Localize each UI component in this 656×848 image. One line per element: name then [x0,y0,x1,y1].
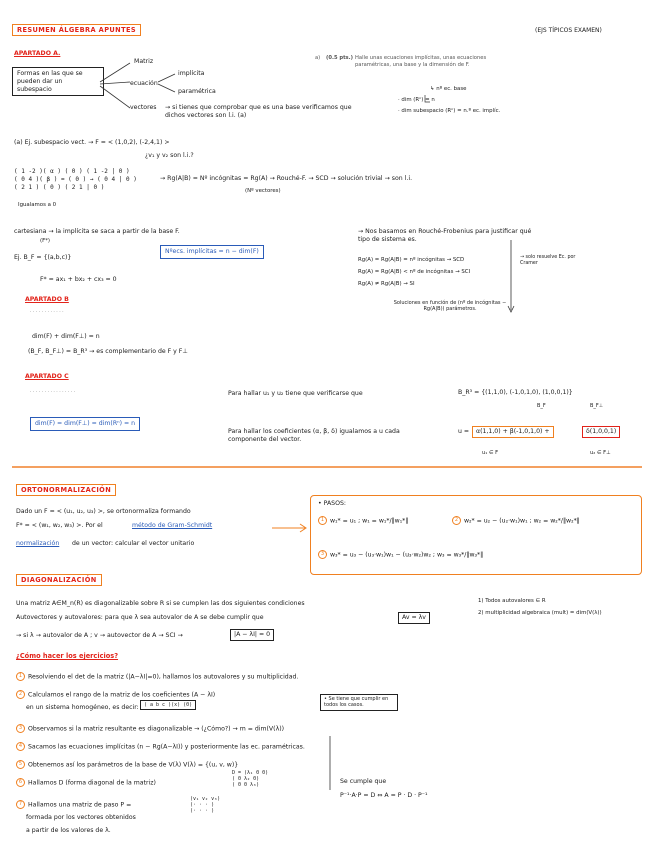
rouche-foot: Soluciones en función de (nº de incógnitas − Rg(A|B)) parámetros. [393,300,507,313]
orto-heading: ORTONORMALIZACIÓN [16,484,116,496]
basis-example: Ej. B_F = {(a,b,c)} [14,254,72,261]
orto-text1: Dado un F = < (u₁, u₂, u₃) >, se ortonormaliza formando [16,508,191,515]
diag-step-6: 6 Hallamos D (forma diagonal de la matriz) [16,778,156,787]
check-note: • Se tiene que cumplir en todos los casos. [320,694,398,711]
diag-step-3: 3 Observamos si la matriz resultante es diagonalizable → (¿Cómo?) → m = dim(V(λ)) [16,724,284,733]
diag-text2: Autovectores y autovalores: para que λ sea autovalor de A se debe cumplir que [16,614,264,621]
example-li-question: ¿v₁ y v₂ son l.i.? [145,152,194,159]
gram-schmidt-steps-box [310,495,642,575]
rouche-scd: Rg(A) = Rg(A|B) = nº incógnitas → SCD [358,257,465,263]
diag-step-4: 4 Sacamos las ecuaciones implícitas (n − Rg(A−λI)) y posteriormente las ec. paramétricas. [16,742,305,751]
basis-sub-f: B_F [537,403,546,409]
forms-box: Formas en las que se pueden dar un subespacio [12,67,104,96]
implicit-count-box: Nºecs. implícitas = n − dim(F) [160,245,264,259]
header-tag: (EJS TÍPICOS EXAMEN) [535,27,602,34]
question-num: a) [315,55,321,61]
decomp-sub-u1: u₁ ∈ F [482,450,499,456]
matrix-system: ( 1 -2 )( α ) ( 0 ) ( 1 -2 | 0 ) ( 0 4 )( β ) = ( 0 ) → ( 0 4 | 0 ) ( 2 1 ) ( 0 ) ( 2 1 | 0 ) [14,168,137,191]
eq-implicita: implícita [178,70,205,77]
diag-text1: Una matriz A∈M_n(R) es diagonalizable sobre R si se cumplen las dos siguientes condiciones [16,600,305,607]
matrix-rank-line: → Rg(A|B) = Nº incógnitas = Rg(A) → Rouché-F. → SCD → solución trivial → son l.i. [160,175,413,182]
rouche-sci: Rg(A) = Rg(A|B) < nº de incógnitas → SCI [358,269,471,275]
gs-step-2: 2 w₂* = u₂ − (u₂·w₁)w₁ ; w₂ = w₂*/‖w₂*‖ [452,516,580,525]
howto-heading: ¿Cómo hacer los ejercicios? [16,652,119,660]
diag-cond-1: 1) Todos autovalores ∈ R [478,598,546,604]
vectores-note: → si tienes que comprobar que es una base verificamos que dichos vectores son l.i. (a) [165,104,352,119]
branch-ecuacion: ecuación [130,80,158,87]
decomp-sub-u2: u₂ ∈ F⊥ [590,450,611,456]
section-c-text2: Para hallar los coeficientes (α, β, δ) igualamos a u cada componente del vector. [228,428,400,443]
diag-step-2b: en un sistema homogéneo, es decir: [26,704,139,711]
final-note: Se cumple que [340,778,387,785]
orto-text2: F* = < (w₁, w₂, w₃) >. Por el [16,522,103,529]
section-b-complement: (B_F, B_F⊥) = B_R³ → es complementario de F y F⊥ [28,348,188,355]
section-b-heading: APARTADO B [25,296,69,303]
diag-step-7c: a partir de los valores de λ. [26,827,111,834]
section-divider [12,466,642,468]
cartesian-text: cartesiana → la implícita se saca a partir de la base F. [14,228,180,235]
section-a-heading: APARTADO A. [14,50,61,57]
page-title: RESUMEN ÁLGEBRA APUNTES [12,24,141,36]
matrix-foot: Igualamos a 0 [18,202,57,208]
cartesian-sub: (F*) [40,238,51,244]
gram-schmidt-link: método de Gram-Schmidt [132,522,213,529]
implicit-eq-example: F* = ax₁ + bx₂ + cx₃ = 0 [40,276,117,283]
diag-step-5: 5 Obtenemos así los parámetros de la base de V(λ) V(λ) = {(u, v, w)} [16,760,238,769]
normalization-term: normalización [16,540,60,547]
diag-step-7: 7 Hallamos una matriz de paso P = [16,800,131,809]
section-b-dim: dim(F) + dim(F⊥) = n [32,333,100,340]
section-b-faded: · · · · · · · · · · · · [30,310,64,315]
decomp-f-part: α(1,1,0) + β(-1,0,1,0) + [472,426,554,438]
rouche-title: → Nos basamos en Rouché-Frobenius para justificar qué tipo de sistema es. [358,228,532,243]
diag-step-2: 2 Calculamos el rango de la matriz de los coeficientes (A − λI) [16,690,215,699]
decomp-u: u = [458,428,470,435]
eq-parametrica: paramétrica [178,88,216,95]
branch-vectores: vectores [130,104,157,111]
diag-text3: → si λ → autovalor de A ; v → autovector de A → SCI → [16,632,183,639]
question-pts: (0.5 pts.) [326,55,353,61]
homog-system: ( a b c )(x) (0) [140,700,196,710]
det-box: |A − λI| = 0 [230,629,274,641]
basis-r3: B_R³ = {(1,1,0), (-1,0,1,0), (1,0,0,1)} [458,389,573,396]
note-dim-sub: · dim subespacio (Rⁿ) = n.º ec. implíc. [398,108,501,114]
av-box: Av = λv [398,612,430,624]
rouche-si: Rg(A) ≠ Rg(A|B) → SI [358,281,415,287]
normalization-text: de un vector: calcular el vector unitario [72,540,195,547]
decomp-fperp-part: δ(1,0,0,1) [582,426,620,438]
section-c-text1: Para hallar u₁ y u₂ tiene que verificarse que [228,390,363,397]
diag-step-1: 1 Resolviendo el det de la matriz (|A−λI|=0), hallamos los autovalores y su multiplicidad. [16,672,298,681]
note-dim-rn: · dim (Rⁿ) = n [398,97,435,103]
diag-heading: DIAGONALIZACIÓN [16,574,102,586]
basis-sub-fperp: B_F⊥ [590,403,604,409]
matrix-rank-sub: (Nº vectores) [245,188,281,194]
dim-sum-box: dim(F) = dim(F⊥) = dim(Rⁿ) = n [30,417,140,431]
change-basis-matrix-p: (v₁ v₂ v₃) (· · · ) (· · · ) [190,796,221,814]
note-ec-base: ↳ nº ec. base [430,86,467,92]
question-text: Halle unas ecuaciones implícitas, unas ecuaciones paramétricas, una base y la dimensión de F. [355,55,487,68]
gs-step-1: 1 w₁* = u₁ ; w₁ = w₁*/‖w₁*‖ [318,516,408,525]
gs-step-3: 3 w₃* = u₃ − (u₃·w₁)w₁ − (u₃·w₂)w₂ ; w₃ = w₃*/‖w₃*‖ [318,550,483,559]
section-c-faded: · · · · · · · · · · · · · · · · [30,390,76,395]
steps-title: • PASOS: [318,500,346,507]
section-c-heading: APARTADO C [25,373,69,380]
diag-step-7b: formada por los vectores obtenidos [26,814,136,821]
diag-cond-2: 2) multiplicidad algebraica (mult) = dim(V(λ)) [478,610,602,616]
final-equation: P⁻¹·A·P = D ⇔ A = P · D · P⁻¹ [340,792,428,799]
rouche-side-note: → solo resuelve Ec. por Cramer [520,255,576,266]
diagonal-matrix-d: D = (λ₁ 0 0) ( 0 λ₂ 0) ( 0 0 λ₃) [232,770,269,788]
branch-matriz: Matriz [134,58,154,65]
example-subspace: (a) Ej. subespacio vect. → F = < (1,0,2), (-2,4,1) > [14,139,170,146]
